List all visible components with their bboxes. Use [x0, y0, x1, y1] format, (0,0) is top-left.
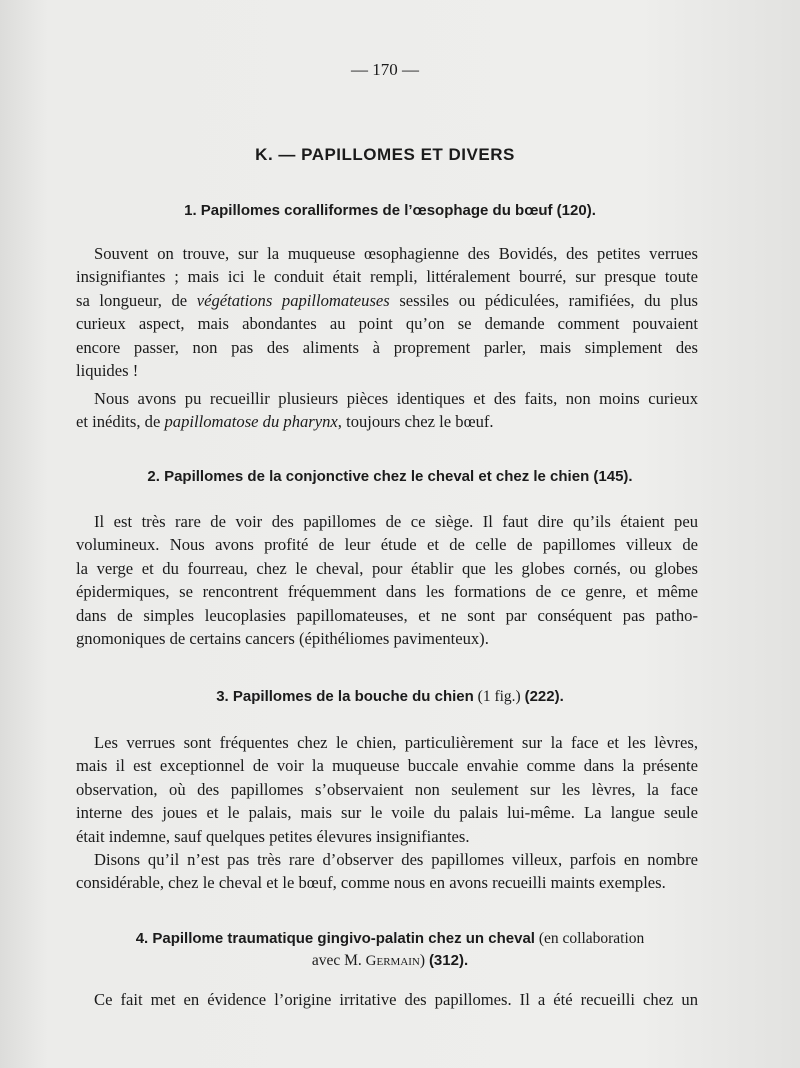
- text-line: liquides !: [76, 361, 139, 381]
- text-line: gnomoniques de certains cancers (épithéliomes pavimenteux).: [76, 629, 489, 649]
- text-line: Nous avons pu recueillir plusieurs pièces identiques et des faits, non moins curieux: [94, 389, 698, 408]
- text-line: sa longueur, de végétations papillomateuses sessiles ou pédiculées, ramifiées, du plus: [76, 290, 698, 310]
- text-line: interne des joues et le palais, mais sur le voile du palais lui-même. La langue seule: [76, 803, 698, 823]
- text-line: Disons qu’il n’est pas très rare d’observer des papillomes villeux, parfois en nombre: [94, 850, 698, 869]
- heading-section-1: 1. Papillomes coralliformes de l’œsophage du bœuf (120).: [184, 202, 596, 219]
- text-line: curieux aspect, mais abondantes au point qu’on se demande comment pouvaient: [76, 314, 698, 334]
- paragraph-2-1: [76, 510, 698, 650]
- paragraph-4-1: [76, 988, 698, 1011]
- text-line: encore passer, non pas des aliments à proprement parler, mais simplement des: [76, 337, 698, 357]
- text-line: mais il est exceptionnel de voir la muqueuse buccale envahie comme dans la présente: [76, 756, 698, 776]
- text-line: Les verrues sont fréquentes chez le chien, particulièrement sur la face et les lèvres,: [94, 733, 698, 752]
- author-name: Germain: [365, 953, 420, 969]
- section-title: K. — PAPILLOMES ET DIVERS: [255, 145, 515, 164]
- text-line: dans de simples leucoplasies papillomateuses, et ne sont par conséquent pas patho-: [76, 605, 698, 625]
- text-line: la verge et du fourreau, chez le cheval, pour établir que les globes cornés, ou globes: [76, 558, 698, 578]
- text-line: épidermiques, se rencontrent fréquemment dans les formations de ce genre, et même: [76, 582, 698, 602]
- text-line: Souvent on trouve, sur la muqueuse œsophagienne des Bovidés, des petites verrues: [94, 244, 698, 263]
- text-line: insignifiantes ; mais ici le conduit était rempli, littéralement bourré, sur presque toute: [76, 267, 698, 287]
- text-line: et inédits, de papillomatose du pharynx, toujours chez le bœuf.: [76, 412, 494, 432]
- text-line: observation, où des papillomes s’observaient non seulement sur les lèvres, la face: [76, 779, 698, 799]
- page-number: — 170 —: [351, 60, 419, 79]
- heading-section-3: 3. Papillomes de la bouche du chien (1 fig.) (222).: [216, 688, 564, 705]
- italic-term: papillomatose du pharynx: [164, 412, 338, 432]
- paragraph-3-1: [76, 731, 698, 848]
- paragraph-3-2: [76, 848, 698, 895]
- heading-section-2: 2. Papillomes de la conjonctive chez le cheval et chez le chien (145).: [147, 468, 633, 485]
- text-line: Ce fait met en évidence l’origine irritative des papillomes. Il a été recueilli chez un: [94, 990, 698, 1009]
- text-line: volumineux. Nous avons profité de leur étude et de celle de papillomes villeux de: [76, 535, 698, 555]
- text-line: était indemne, sauf quelques petites élevures insignifiantes.: [76, 826, 470, 846]
- paragraph-1-2: [76, 387, 698, 434]
- italic-term: végétations papillomateuses: [196, 290, 390, 310]
- text-line: Il est très rare de voir des papillomes de ce siège. Il faut dire qu’ils étaient peu: [94, 512, 698, 531]
- text-line: considérable, chez le cheval et le bœuf, comme nous en avons recueilli maints exemples.: [76, 873, 666, 893]
- paragraph-1-1: [76, 242, 698, 382]
- heading-section-4: 4. Papillome traumatique gingivo-palatin chez un cheval (en collaboration avec M. Germain) (312).: [135, 930, 645, 969]
